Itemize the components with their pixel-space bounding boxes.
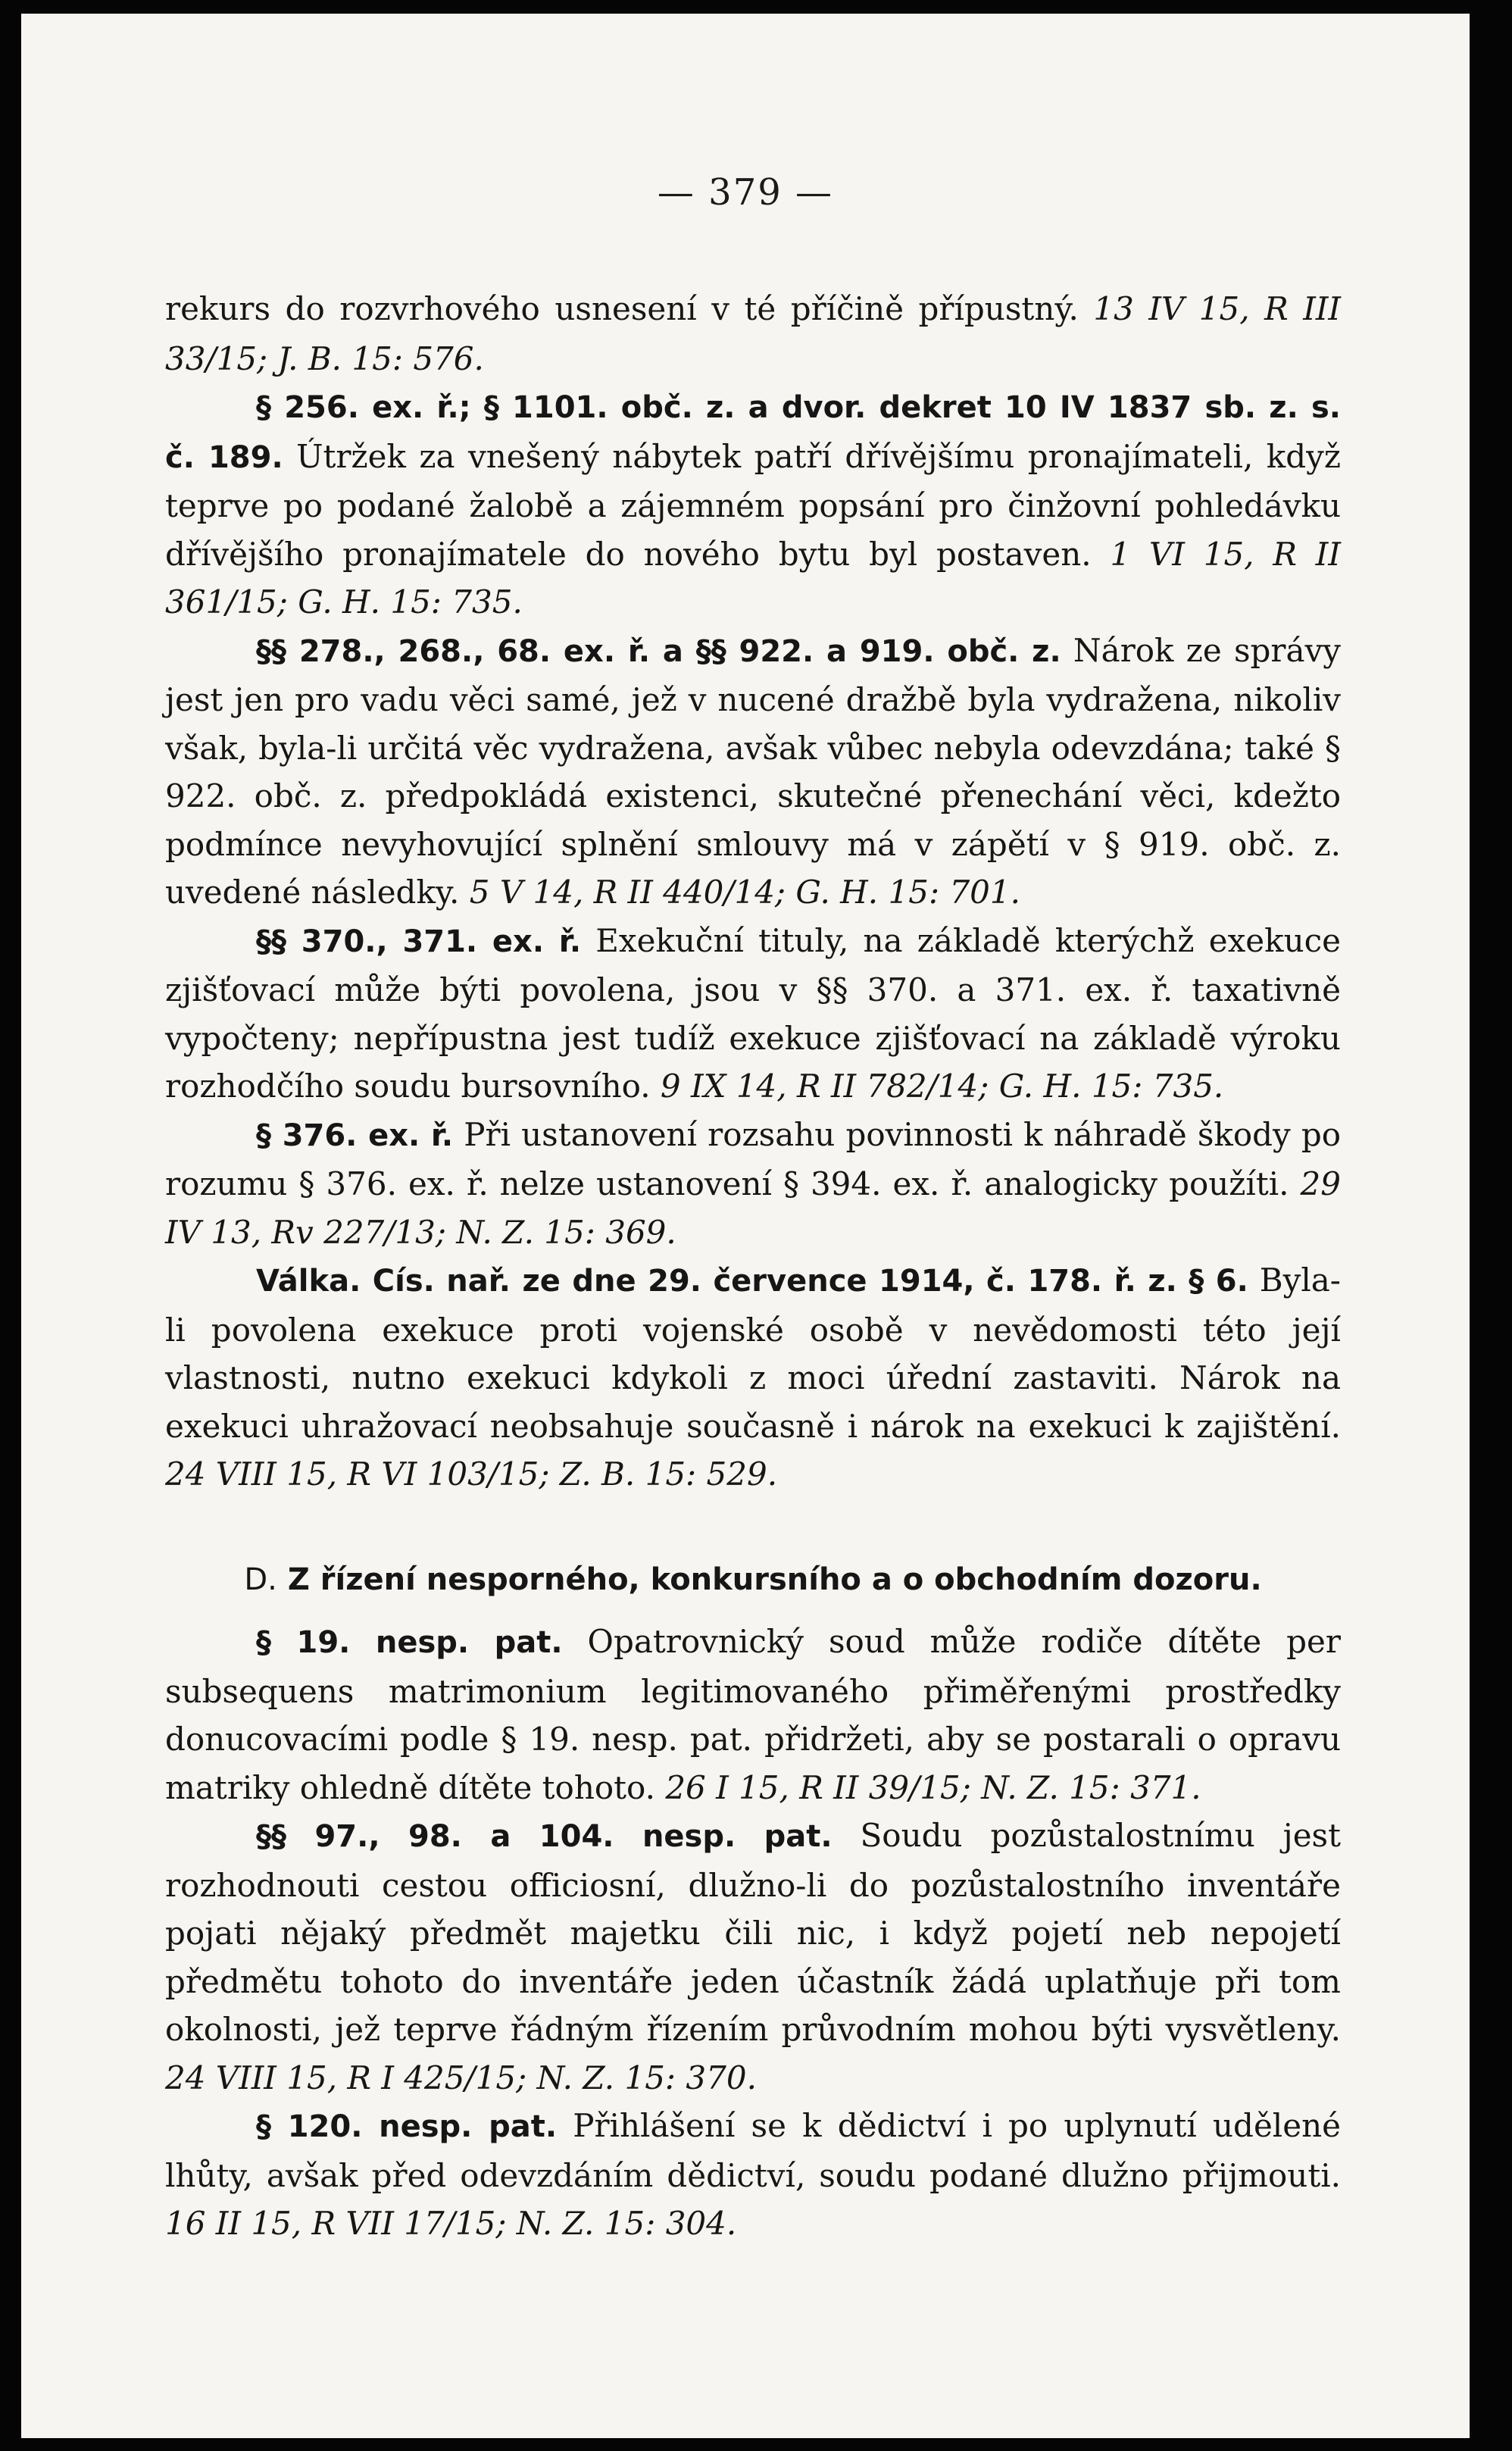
paragraph-citation: 24 VIII 15, R I 425/15; N. Z. 15: 370. bbox=[165, 2059, 757, 2096]
paragraph-text: Byla-li povolena exekuce proti vojenské osobě v nevědomosti této její vlastnosti, nutno exekuci kdykoli z moci úřední zastaviti. Nárok na exekuci uhražovací neobsahuje současně i nárok na exekuci k zajištění. bbox=[165, 1261, 1341, 1445]
paragraph bbox=[165, 1618, 1341, 1812]
paragraph bbox=[165, 1812, 1341, 2102]
paragraph bbox=[165, 383, 1341, 627]
paragraph-lead: § 376. ex. ř. bbox=[256, 1118, 454, 1153]
paragraph-text: Přihlášení se k dědictví i po uplynutí udělené lhůty, avšak před odevzdáním dědictví, soudu podané dlužno přijmouti. bbox=[165, 2107, 1341, 2194]
paragraph-citation: 29 IV 13, Rv 227/13; N. Z. 15: 369. bbox=[165, 1165, 1341, 1251]
page-number: — 379 — bbox=[657, 171, 834, 214]
paragraph-text: Exekuční tituly, na základě kterýchž exekuce zjišťovací může býti povolena, jsou v §§ 370. a 371. ex. ř. taxativně vypočteny; nepřípustna jest tudíž exekuce zjišťovací na základě výroku rozhodčího soudu bursovního. bbox=[165, 921, 1342, 1105]
paragraph-text: Útržek za vnešený nábytek patří dřívějšímu pronajímateli, když teprve po podané žalobě a zájemném popsání pro činžovní pohledávku dřívějšího pronajímatele do nového bytu byl postaven. bbox=[165, 437, 1341, 573]
paragraph-citation: 24 VIII 15, R VI 103/15; Z. B. 15: 529. bbox=[165, 1455, 778, 1493]
paragraph-lead: Válka. Cís. nař. ze dne 29. července 1914, č. 178. ř. z. § 6. bbox=[256, 1264, 1248, 1299]
paragraph-text: rekurs do rozvrhového usnesení v té příčině přípustný. bbox=[165, 290, 1079, 327]
section-letter: D. bbox=[244, 1562, 277, 1597]
paragraph-citation: 26 I 15, R II 39/15; N. Z. 15: 371. bbox=[665, 1768, 1201, 1806]
paragraph-lead: §§ 278., 268., 68. ex. ř. a §§ 922. a 919. obč. z. bbox=[256, 633, 1061, 669]
paragraph bbox=[165, 627, 1341, 917]
paragraph-citation: 1 VI 15, R II 361/15; G. H. 15: 735. bbox=[165, 535, 1341, 621]
paragraph-text: Opatrovnický soud může rodiče dítěte per subsequens matrimonium legitimovaného přiměřenými prostředky donucovacími podle § 19. nesp. pat. přidržeti, aby se postarali o opravu matriky ohledně dítěte tohoto. bbox=[165, 1623, 1341, 1806]
paragraph-citation: 5 V 14, R II 440/14; G. H. 15: 701. bbox=[469, 874, 1020, 911]
paragraph bbox=[165, 2102, 1341, 2248]
section-heading bbox=[165, 1556, 1341, 1605]
paragraph-lead: § 19. nesp. pat. bbox=[256, 1625, 563, 1660]
paragraph-text: Nárok ze správy jest jen pro vadu věci samé, jež v nucené dražbě byla vydražena, nikoliv však, byla-li určitá věc vydražena, avšak vůbec nebyla odevzdána; také § 922. obč. z. předpokládá existenci, skutečné přenechání věci, kdežto podmínce nevyhovující splnění smlouvy má v zápětí v § 919. obč. z. uvedené následky. bbox=[165, 631, 1341, 911]
paragraph-text: Soudu pozůstalostnímu jest rozhodnouti cestou officiosní, dlužno-li do pozůstalostního inventáře pojati nějaký předmět majetku čili nic, i když pojetí neb nepojetí předmětu tohoto do inventáře jeden účastník žádá uplatňuje při tom okolnosti, jež teprve řádným řízením průvodním mohou býti vysvětleny. bbox=[165, 1817, 1341, 2048]
paragraph-lead: § 120. nesp. pat. bbox=[256, 2109, 558, 2144]
paragraph-lead: § 256. ex. ř.; § 1101. obč. z. a dvor. dekret 10 IV 1837 sb. z. s. č. 189. bbox=[165, 390, 1341, 475]
paragraph-citation: 9 IX 14, R II 782/14; G. H. 15: 735. bbox=[660, 1068, 1224, 1105]
page-content bbox=[165, 285, 1341, 2248]
book-page bbox=[21, 14, 1470, 2438]
paragraph-lead: §§ 97., 98. a 104. nesp. pat. bbox=[256, 1819, 833, 1854]
paragraph bbox=[165, 1111, 1341, 1257]
paragraph bbox=[165, 917, 1341, 1111]
paragraph bbox=[165, 1256, 1341, 1499]
paragraph-text: Při ustanovení rozsahu povinnosti k náhradě škody po rozumu § 376. ex. ř. nelze ustanovení § 394. ex. ř. analogicky použíti. bbox=[165, 1115, 1342, 1202]
section-title: Z řízení nesporného, konkursního a o obchodním dozoru. bbox=[287, 1562, 1262, 1597]
paragraph-citation: 13 IV 15, R III 33/15; J. B. 15: 576. bbox=[165, 290, 1341, 377]
paragraph-lead: §§ 370., 371. ex. ř. bbox=[256, 924, 582, 959]
paragraph-citation: 16 II 15, R VII 17/15; N. Z. 15: 304. bbox=[165, 2205, 737, 2242]
paragraph bbox=[165, 285, 1341, 383]
